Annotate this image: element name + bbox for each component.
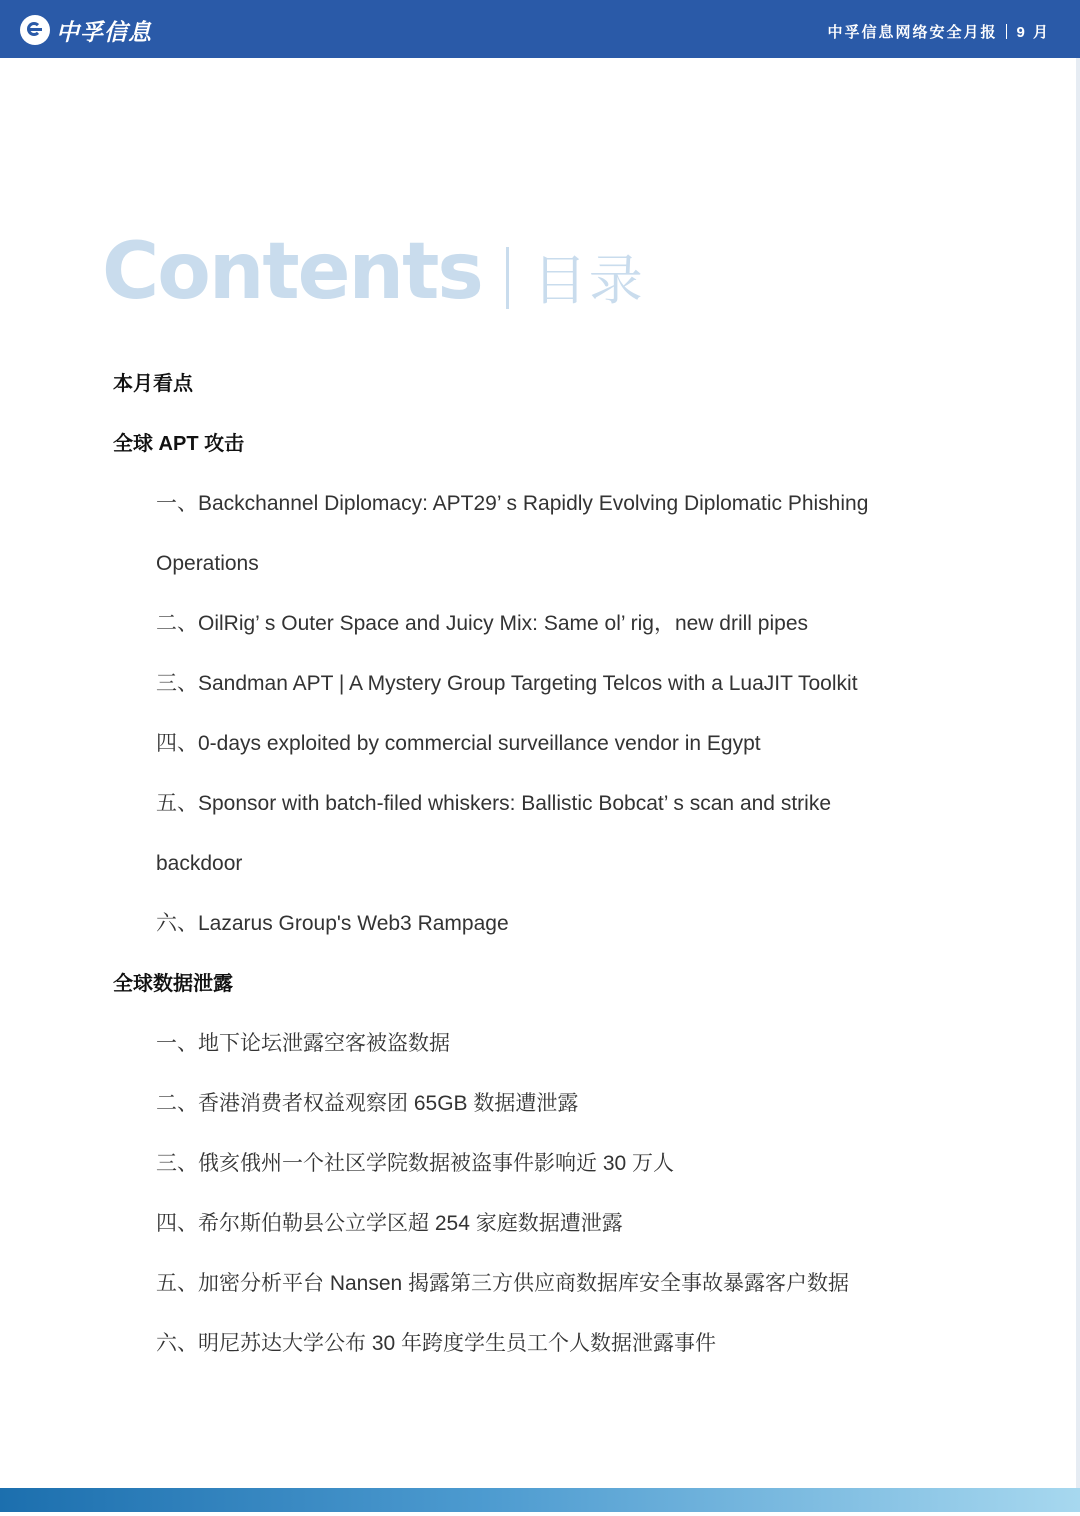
title-divider (506, 247, 509, 309)
report-title: 中孚信息网络安全月报 (827, 24, 998, 41)
logo-text: 中孚信息 (56, 18, 152, 45)
toc-heading-apt[interactable]: 全球 APT 攻击 (113, 433, 245, 455)
toc-item-continuation[interactable]: Operations (156, 552, 259, 575)
toc-item[interactable]: 一、Backchannel Diplomacy: APT29’ s Rapidly Evolving Diplomatic Phishing (156, 492, 869, 515)
toc-item[interactable]: 三、Sandman APT | A Mystery Group Targeting Telcos with a LuaJIT Toolkit (156, 672, 858, 695)
toc-item[interactable]: 一、地下论坛泄露空客被盗数据 (156, 1032, 450, 1055)
toc-item[interactable]: 四、0-days exploited by commercial surveillance vendor in Egypt (156, 732, 761, 755)
logo-mark-icon (20, 15, 50, 45)
footer-gradient-bar (0, 1488, 1080, 1512)
toc-item-continuation[interactable]: backdoor (156, 852, 243, 875)
toc-item[interactable]: 四、希尔斯伯勒县公立学区超 254 家庭数据遭泄露 (156, 1212, 623, 1235)
toc-item[interactable]: 五、Sponsor with batch-filed whiskers: Ballistic Bobcat’ s scan and strike (156, 792, 831, 815)
toc-item[interactable]: 三、俄亥俄州一个社区学院数据被盗事件影响近 30 万人 (156, 1152, 675, 1175)
contents-title-chinese: 目录 (532, 250, 645, 311)
contents-title-english: Contents (102, 227, 482, 317)
header-separator (1006, 24, 1007, 39)
toc-item[interactable]: 二、OilRig’ s Outer Space and Juicy Mix: Same ol’ rig，new drill pipes (156, 612, 809, 635)
toc-item[interactable]: 五、加密分析平台 Nansen 揭露第三方供应商数据库安全事故暴露客户数据 (156, 1272, 850, 1295)
toc-item[interactable]: 六、Lazarus Group's Web3 Rampage (156, 912, 509, 935)
table-of-contents (113, 354, 933, 1374)
toc-item[interactable]: 六、明尼苏达大学公布 30 年跨度学生员工个人数据泄露事件 (156, 1332, 717, 1355)
contents-title (102, 222, 645, 322)
header-bar (0, 0, 1080, 58)
report-month: 9 月 (1016, 24, 1050, 41)
toc-heading-highlights[interactable]: 本月看点 (113, 373, 193, 395)
toc-heading-data-leak[interactable]: 全球数据泄露 (113, 973, 233, 995)
page-edge (1076, 58, 1080, 1488)
toc-item[interactable]: 二、香港消费者权益观察团 65GB 数据遭泄露 (156, 1092, 579, 1115)
report-header (827, 21, 1050, 42)
logo (20, 14, 152, 46)
